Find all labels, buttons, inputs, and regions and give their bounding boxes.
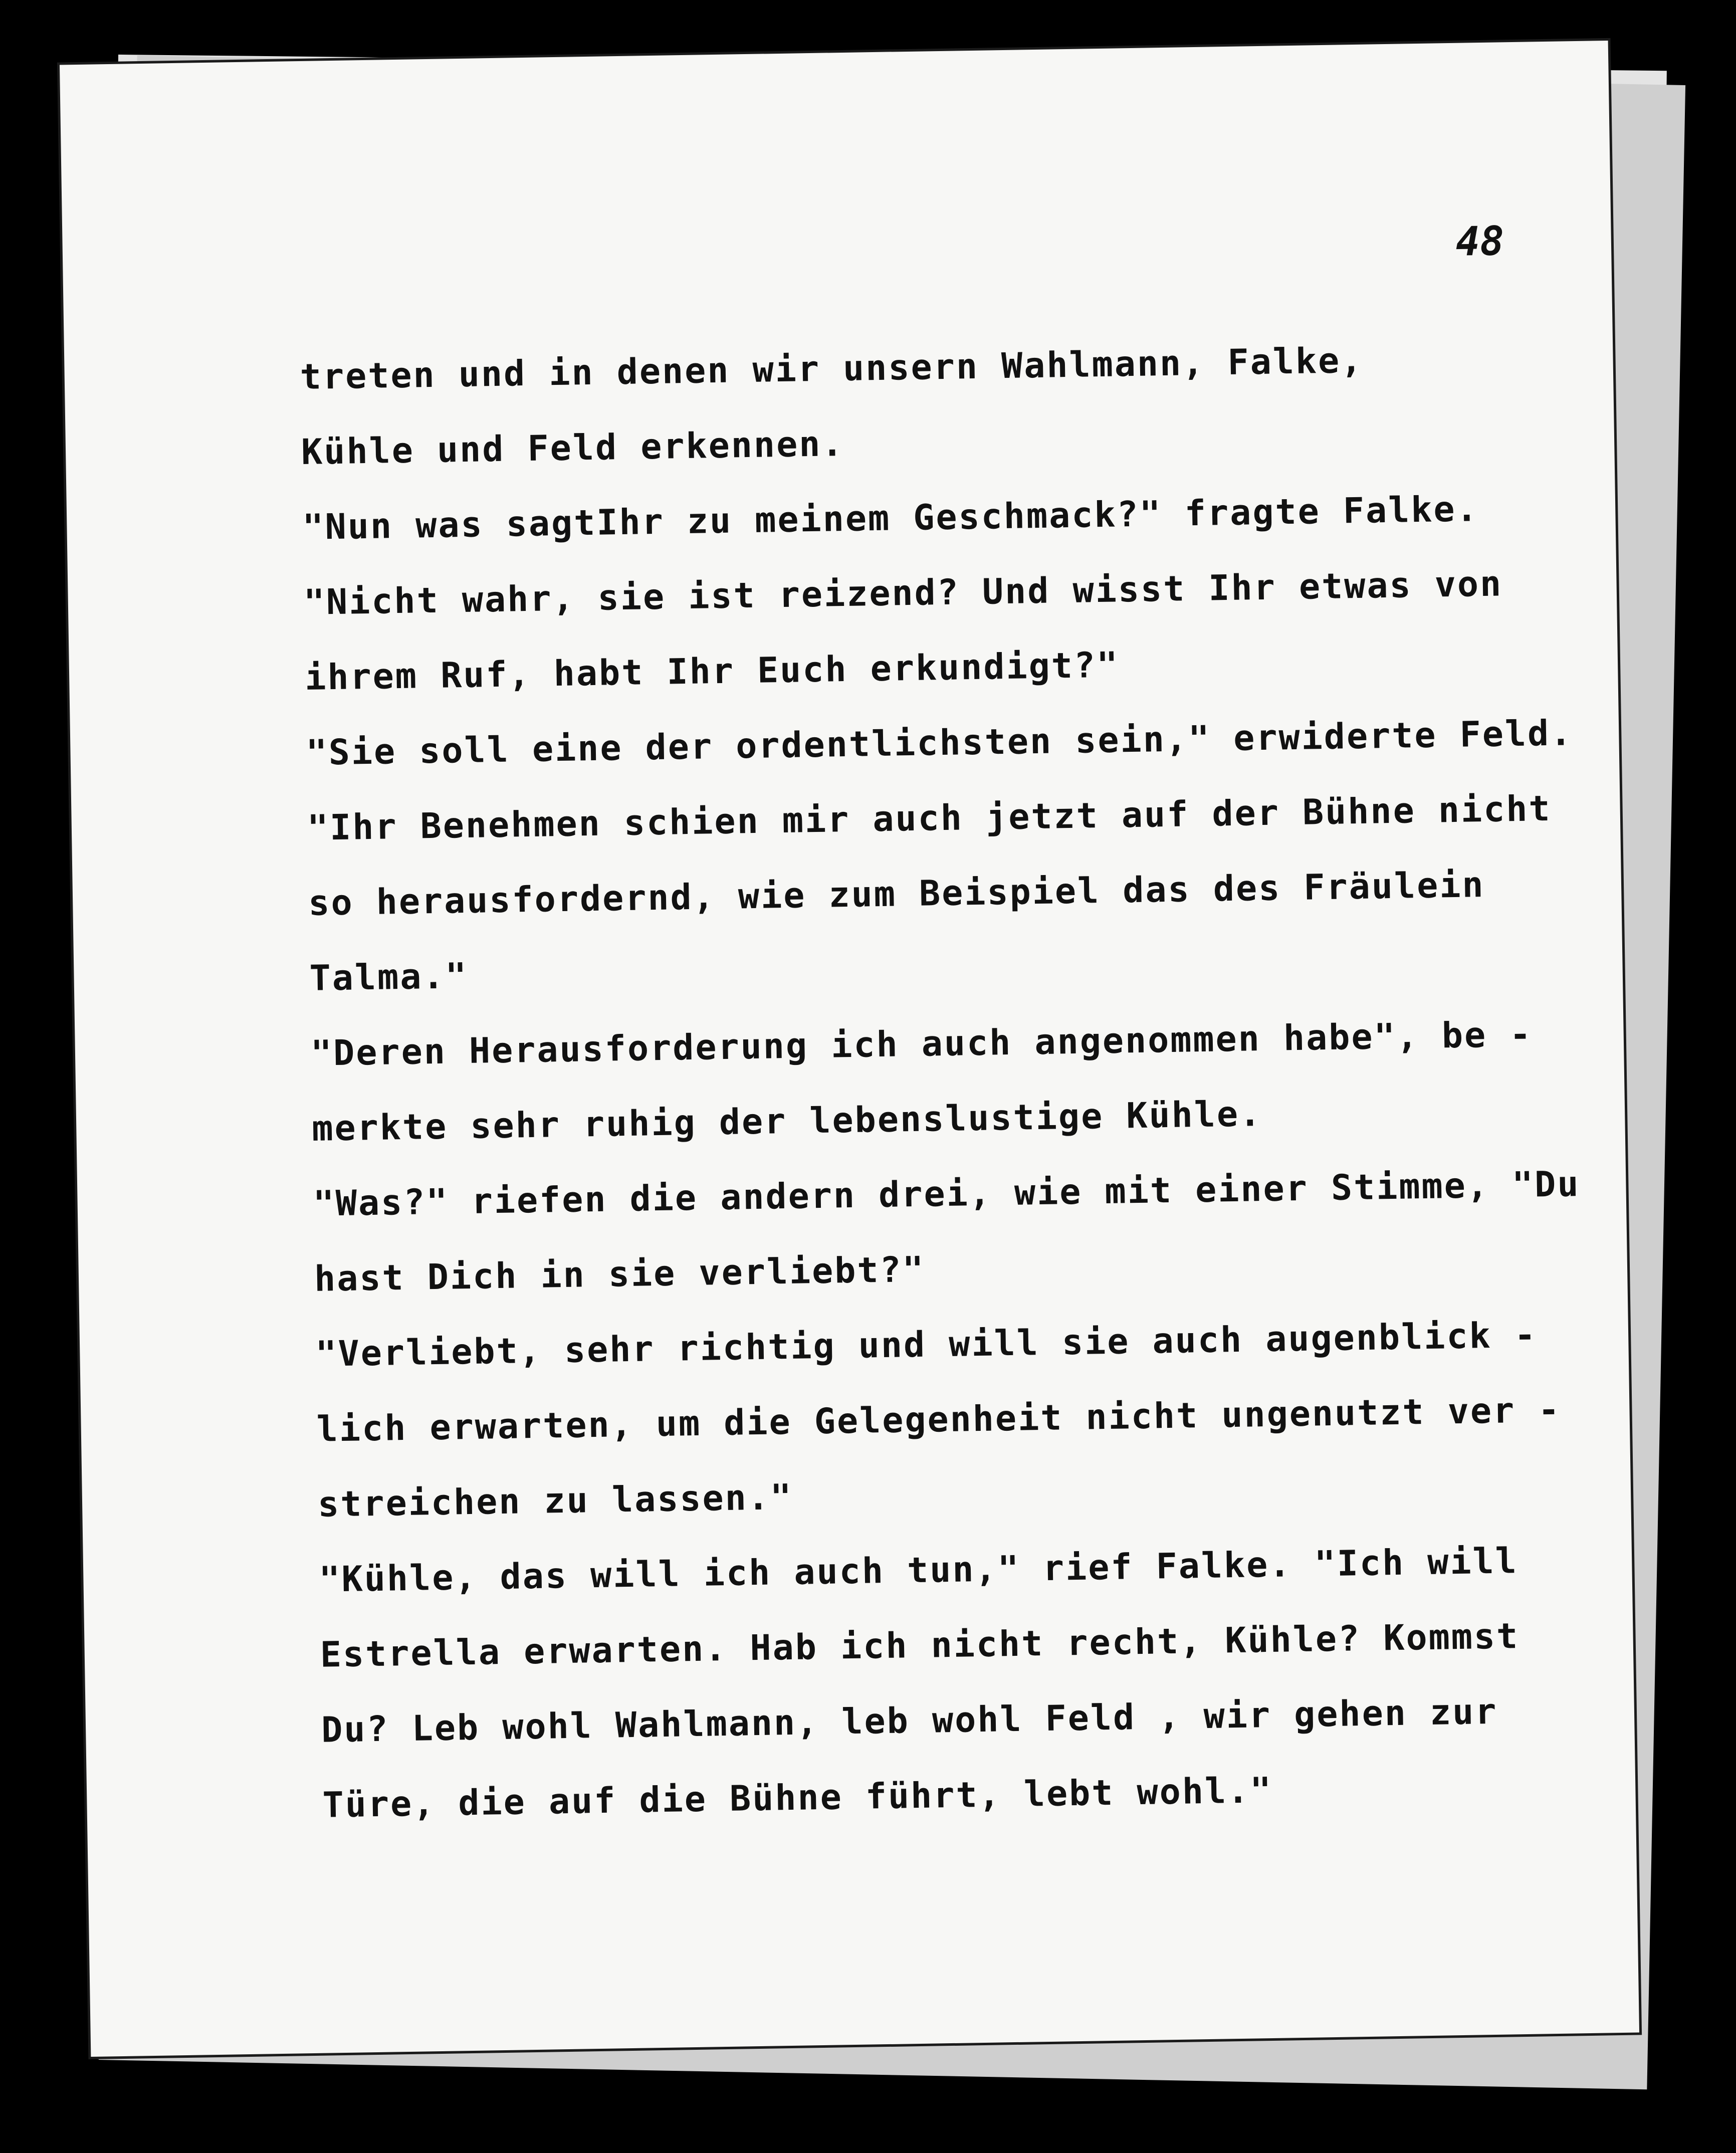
text-line: Kühle und Feld erkennen. xyxy=(301,423,845,473)
text-line: "Kühle, das will ich auch tun," rief Falke. "Ich will xyxy=(318,1540,1518,1600)
typewritten-page xyxy=(60,41,1639,2057)
text-line: ihrem Ruf, habt Ihr Euch erkundigt?" xyxy=(304,644,1120,698)
text-line: Türe, die auf die Bühne führt, lebt wohl." xyxy=(322,1769,1273,1826)
text-line: "Nicht wahr, sie ist reizend? Und wisst Ihr etwas von xyxy=(303,563,1503,623)
text-line: lich erwarten, um die Gelegenheit nicht ungenutzt ver - xyxy=(316,1389,1562,1450)
text-line: "Ihr Benehmen schien mir auch jetzt auf der Bühne nicht xyxy=(307,787,1552,848)
text-line: "Was?" riefen die andern drei, wie mit einer Stimme, "Du xyxy=(313,1163,1581,1224)
text-line: Estrella erwarten. Hab ich nicht recht, Kühle? Kommst xyxy=(320,1615,1520,1675)
text-line: "Nun was sagtIhr zu meinem Geschmack?" fragte Falke. xyxy=(302,488,1479,548)
text-line: merkte sehr ruhig der lebenslustige Kühle. xyxy=(311,1093,1262,1149)
text-line: "Deren Herausforderung ich auch angenommen habe", be - xyxy=(310,1013,1533,1074)
text-line: hast Dich in sie verliebt?" xyxy=(314,1248,926,1300)
text-body xyxy=(300,318,1676,1843)
text-line: Du? Leb wohl Wahlmann, leb wohl Feld , wir gehen zur xyxy=(321,1690,1498,1751)
text-line: Talma." xyxy=(309,955,469,999)
text-line: so herausfordernd, wie zum Beispiel das des Fräulein xyxy=(308,864,1485,924)
text-line: streichen zu lassen." xyxy=(317,1476,793,1525)
text-line: "Sie soll eine der ordentlichsten sein," erwiderte Feld. xyxy=(305,712,1573,773)
text-line: "Verliebt, sehr richtig und will sie auch augenblick - xyxy=(315,1314,1538,1375)
text-line: treten und in denen wir unsern Wahlmann, Falke, xyxy=(300,339,1364,398)
page-number: 48 xyxy=(1455,218,1504,265)
